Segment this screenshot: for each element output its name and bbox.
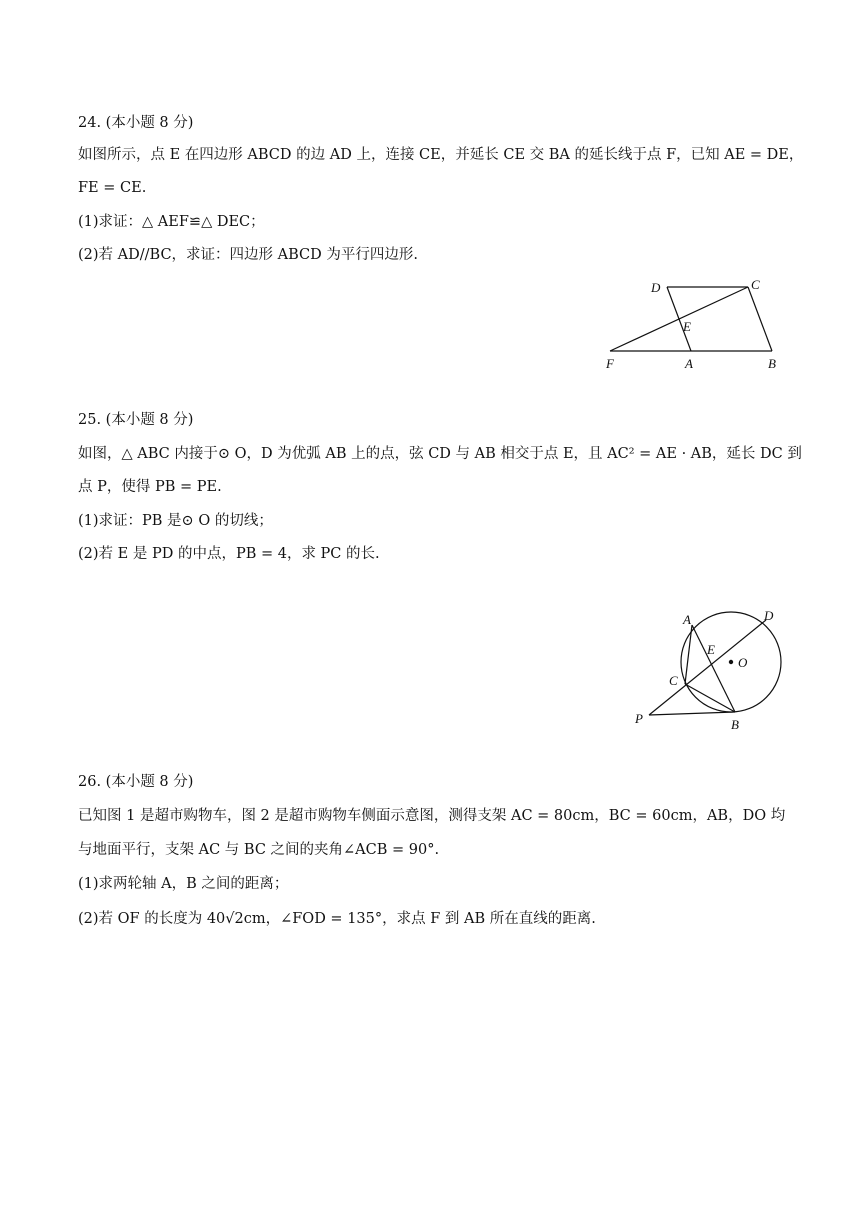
q26-part1: (1)求两轮轴 A，B 之间的距离； — [78, 876, 289, 892]
label-f: F — [606, 356, 614, 371]
label-b: B — [731, 717, 739, 732]
label-b: B — [768, 356, 776, 371]
label-e: E — [707, 642, 715, 657]
segment-ab — [692, 625, 735, 712]
q26-stem-line2: 与地面平行，支架 AC 与 BC 之间的夹角∠ACB = 90°. — [78, 842, 440, 858]
q25-header: 25. (本小题 8 分) — [78, 412, 194, 428]
q24-stem-line1: 如图所示，点 E 在四边形 ABCD 的边 AD 上，连接 CE，并延长 CE 交 BA 的延长线于点 F，已知 AE = DE， — [78, 147, 804, 163]
q26-stem-line1: 已知图 1 是超市购物车，图 2 是超市购物车侧面示意图，测得支架 AC = 80cm，BC = 60cm，AB，DO 均 — [78, 808, 786, 824]
segment-pd — [649, 620, 766, 715]
label-c: C — [669, 673, 678, 688]
q24-figure — [595, 272, 795, 374]
q24-stem-line2: FE = CE. — [78, 180, 147, 196]
segment-pb — [649, 712, 735, 715]
label-d: D — [764, 608, 774, 623]
q24-header: 24. (本小题 8 分) — [78, 115, 194, 131]
label-o: O — [738, 655, 748, 670]
q24-part2: (2)若 AD//BC，求证：四边形 ABCD 为平行四边形. — [78, 247, 418, 263]
q24-part1: (1)求证：△ AEF≌△ DEC； — [78, 214, 265, 230]
q25-stem-line2: 点 P，使得 PB = PE. — [78, 479, 222, 495]
segment-ac — [685, 625, 692, 684]
segment-fc — [610, 287, 748, 351]
q25-stem-line1: 如图，△ ABC 内接于⊙ O，D 为优弧 AB 上的点，弦 CD 与 AB 相交于点 E，且 AC² = AE · AB，延长 DC 到 — [78, 446, 802, 462]
label-e: E — [683, 319, 691, 334]
label-a: A — [685, 356, 693, 371]
center-dot — [729, 660, 733, 664]
segment-cb — [748, 287, 772, 351]
label-p: P — [635, 711, 643, 726]
q26-header: 26. (本小题 8 分) — [78, 774, 194, 790]
q25-part2: (2)若 E 是 PD 的中点，PB = 4，求 PC 的长. — [78, 546, 380, 562]
q25-figure — [630, 605, 790, 735]
q26-part2: (2)若 OF 的长度为 40√2cm，∠FOD = 135°，求点 F 到 AB 所在直线的距离. — [78, 911, 596, 927]
label-c: C — [751, 277, 760, 292]
label-a: A — [683, 612, 691, 627]
label-d: D — [651, 280, 661, 295]
q25-part1: (1)求证：PB 是⊙ O 的切线； — [78, 513, 273, 529]
